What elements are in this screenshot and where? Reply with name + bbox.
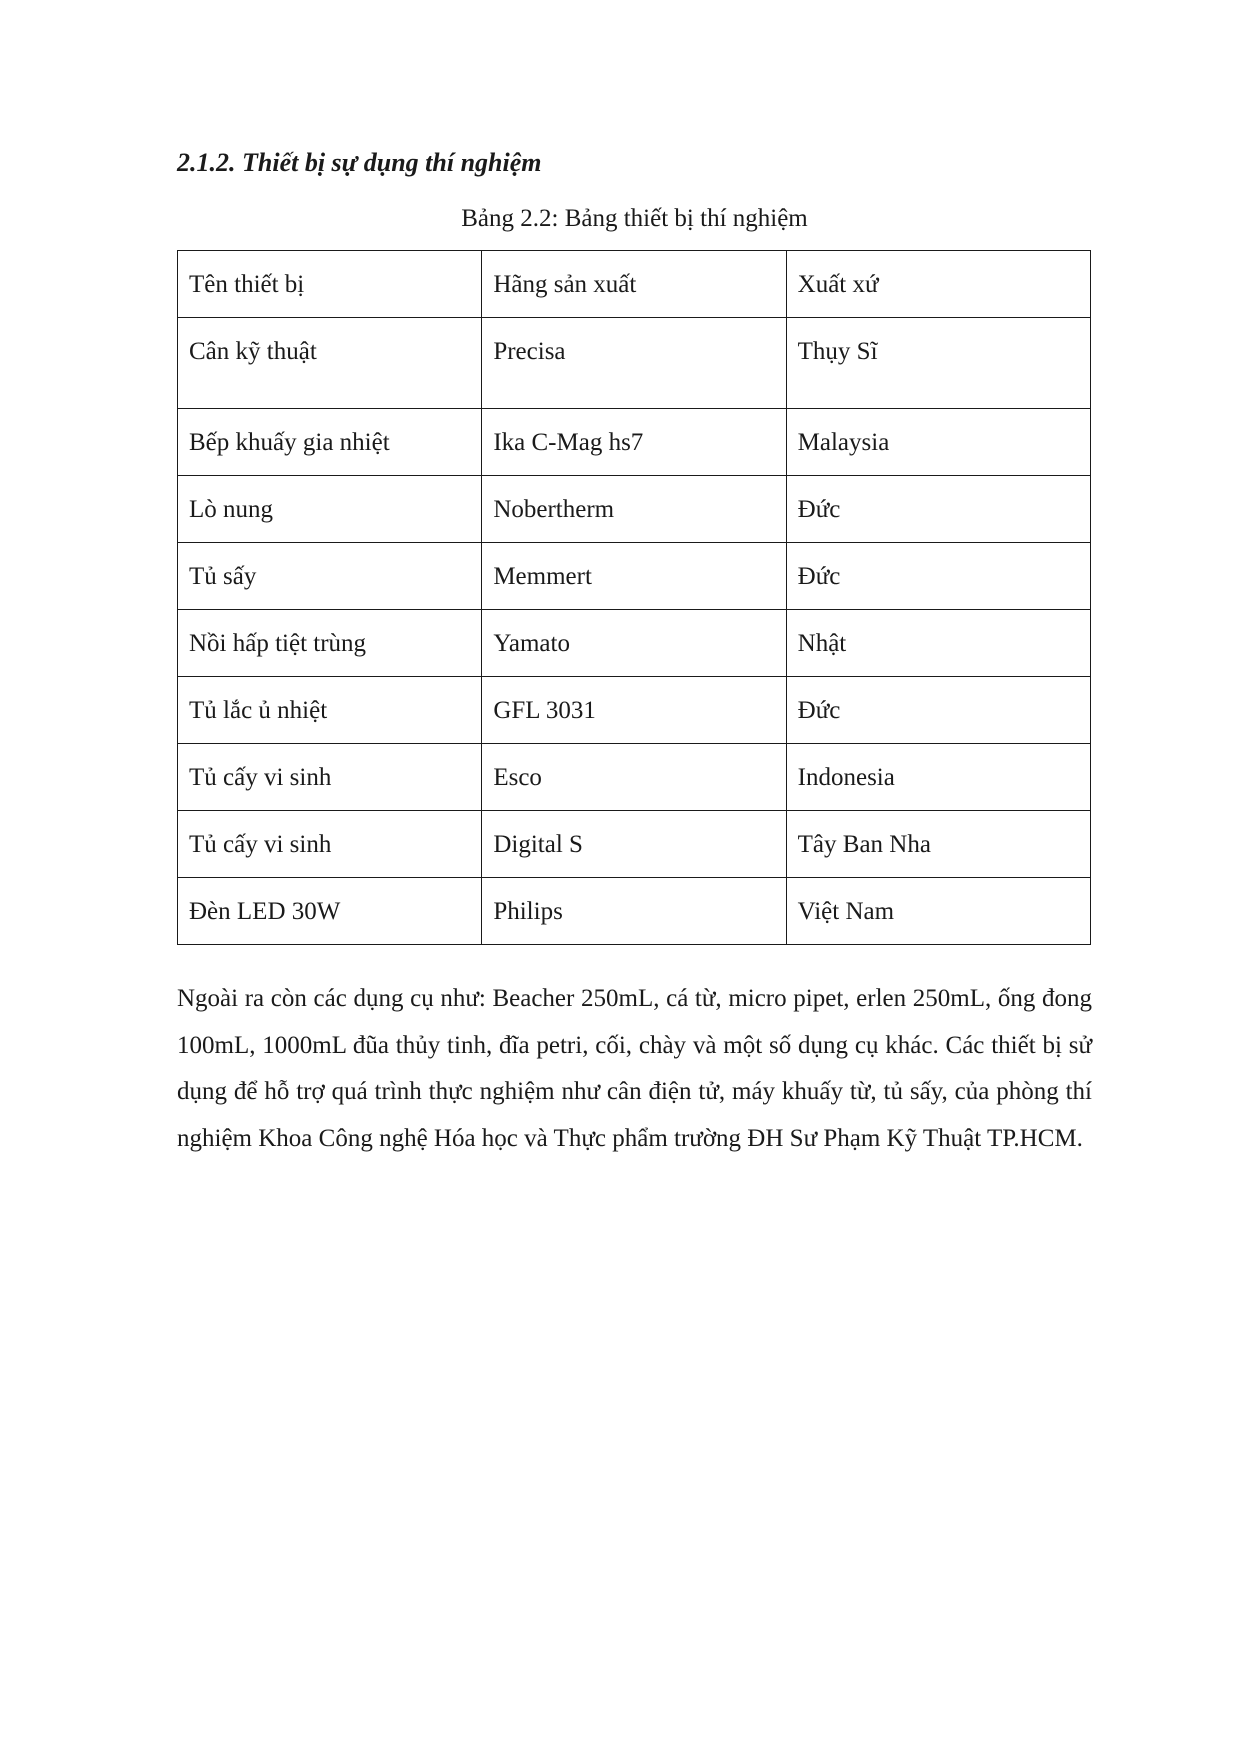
table-cell: [482, 677, 786, 744]
table-header-row: [178, 251, 1091, 318]
table-cell: [178, 543, 482, 610]
table-row: [178, 811, 1091, 878]
manufacturer-name: Philips: [493, 898, 563, 925]
table-cell: [786, 318, 1090, 409]
table-cell: [482, 476, 786, 543]
manufacturer-name: Esco: [493, 764, 542, 791]
table-cell: [178, 744, 482, 811]
device-name: Tủ sấy: [189, 563, 257, 590]
origin-country: Tây Ban Nha: [797, 831, 931, 858]
table-row: [178, 543, 1091, 610]
manufacturer-name: Nobertherm: [493, 496, 615, 523]
manufacturer-name: GFL 3031: [493, 697, 596, 724]
table-cell: [786, 476, 1090, 543]
device-name: Lò nung: [189, 496, 274, 523]
origin-country: Đức: [797, 496, 841, 523]
header-label-device: Tên thiết bị: [189, 271, 305, 298]
origin-country: Đức: [797, 563, 841, 590]
table-cell: [178, 811, 482, 878]
manufacturer-name: Yamato: [493, 630, 570, 657]
table-cell: [482, 543, 786, 610]
device-name: Đèn LED 30W: [189, 898, 341, 925]
table-cell: [178, 878, 482, 945]
device-name: Tủ lắc ủ nhiệt: [189, 697, 328, 724]
table-cell: [786, 409, 1090, 476]
origin-country: Đức: [797, 697, 841, 724]
table-row: [178, 610, 1091, 677]
origin-country: Malaysia: [797, 429, 890, 456]
table-cell: [786, 878, 1090, 945]
table-cell: [482, 610, 786, 677]
table-cell: [786, 811, 1090, 878]
table-cell: [178, 476, 482, 543]
table-cell: [482, 878, 786, 945]
table-row: [178, 476, 1091, 543]
manufacturer-name: Ika C-Mag hs7: [493, 429, 644, 456]
origin-country: Thụy Sĩ: [797, 338, 878, 365]
table-row: [178, 318, 1091, 409]
table-cell: [786, 744, 1090, 811]
origin-country: Nhật: [797, 630, 847, 657]
device-name: Tủ cấy vi sinh: [189, 764, 332, 791]
table-cell: [482, 318, 786, 409]
origin-country: Indonesia: [797, 764, 895, 791]
table-cell: [178, 409, 482, 476]
device-name: Tủ cấy vi sinh: [189, 831, 332, 858]
table-row: [178, 677, 1091, 744]
table-cell: [482, 409, 786, 476]
table-header-cell: [178, 251, 482, 318]
table-row: [178, 744, 1091, 811]
origin-country: Việt Nam: [797, 898, 895, 925]
table-cell: [178, 677, 482, 744]
body-paragraph: Ngoài ra còn các dụng cụ như: Beacher 250mL, cá từ, micro pipet, erlen 250mL, ống đong 100mL, 1000mL đũa thủy tinh, đĩa petri, cối, chày và một số dụng cụ khác. Các thiết bị sử dụng để hỗ trợ quá trình thực nghiệm như cân điện tử, máy khuấy từ, tủ sấy, của phòng thí nghiệm Khoa Công nghệ Hóa học và Thực phẩm trường ĐH Sư Phạm Kỹ Thuật TP.HCM.: [177, 985, 1092, 1152]
table-cell: [482, 744, 786, 811]
table-header-cell: [482, 251, 786, 318]
section-heading: 2.1.2. Thiết bị sự dụng thí nghiệm: [177, 148, 542, 177]
equipment-table: [177, 250, 1091, 945]
table-header-cell: [786, 251, 1090, 318]
table-cell: [178, 318, 482, 409]
table-row: [178, 409, 1091, 476]
header-label-manufacturer: Hãng sản xuất: [493, 271, 637, 298]
table-row: [178, 878, 1091, 945]
manufacturer-name: Memmert: [493, 563, 592, 590]
table-cell: [482, 811, 786, 878]
table-cell: [786, 677, 1090, 744]
manufacturer-name: Precisa: [493, 338, 566, 365]
device-name: Cân kỹ thuật: [189, 338, 317, 365]
device-name: Bếp khuấy gia nhiệt: [189, 429, 390, 456]
table-cell: [178, 610, 482, 677]
table-cell: [786, 610, 1090, 677]
device-name: Nồi hấp tiệt trùng: [189, 630, 367, 657]
table-cell: [786, 543, 1090, 610]
manufacturer-name: Digital S: [493, 831, 583, 858]
header-label-origin: Xuất xứ: [797, 271, 879, 298]
table-caption: Bảng 2.2: Bảng thiết bị thí nghiệm: [461, 205, 808, 232]
